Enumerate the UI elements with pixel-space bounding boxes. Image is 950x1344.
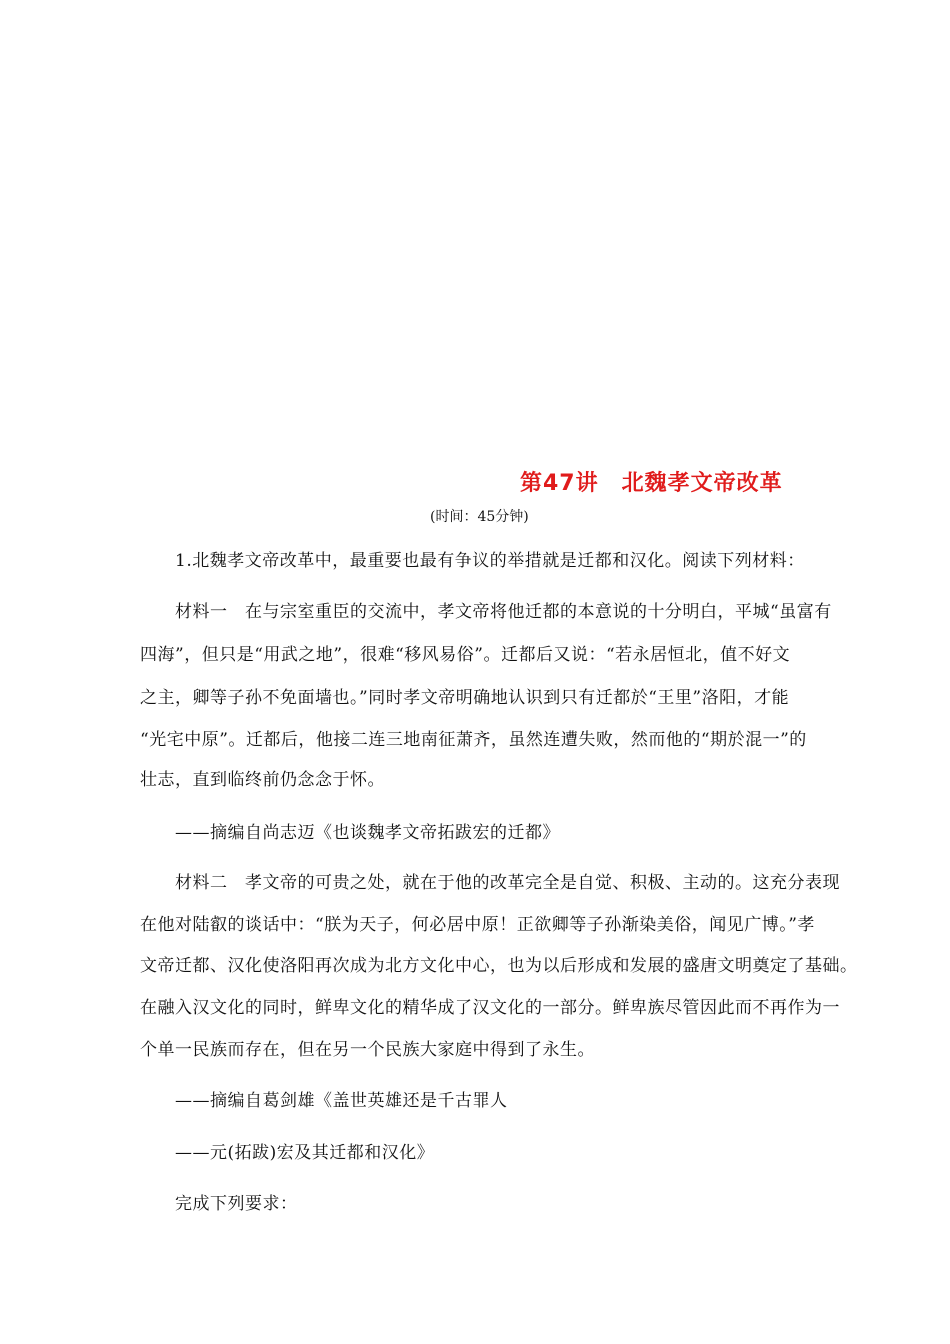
material2-line: 在他对陆叡的谈话中：“朕为天子，何必居中原！正欲卿等子孙渐染美俗，闻见广博。”孝	[140, 915, 815, 935]
material2-line: 文帝迁都、汉化使洛阳再次成为北方文化中心，也为以后形成和发展的盛唐文明奠定了基础。	[140, 956, 858, 976]
instruction: 完成下列要求：	[175, 1194, 298, 1214]
material1-source: ——摘编自尚志迈《也谈魏孝文帝拓跋宏的迁都》	[175, 823, 560, 843]
material1-line: 之主，卿等子孙不免面墙也。”同时孝文帝明确地认识到只有迁都於“王里”洛阳，才能	[140, 688, 790, 708]
question-intro: 1.北魏孝文帝改革中，最重要也最有争议的举措就是迁都和汉化。阅读下列材料：	[175, 551, 805, 571]
material2-source: ——摘编自葛剑雄《盖世英雄还是千古罪人	[175, 1091, 508, 1111]
time-limit: (时间：45分钟)	[430, 509, 529, 525]
material2-line: 在融入汉文化的同时，鲜卑文化的精华成了汉文化的一部分。鲜卑族尽管因此而不再作为一	[140, 998, 840, 1018]
material1-line: 材料一 在与宗室重臣的交流中，孝文帝将他迁都的本意说的十分明白，平城“虽富有	[175, 602, 832, 622]
material2-source-continued: ——元(拓跋)宏及其迁都和汉化》	[175, 1143, 435, 1163]
material1-line: “光宅中原”。迁都后，他接二连三地南征萧齐，虽然连遭失败，然而他的“期於混一”的	[140, 730, 807, 750]
material2-line: 个单一民族而存在，但在另一个民族大家庭中得到了永生。	[140, 1040, 595, 1060]
material1-line: 壮志，直到临终前仍念念于怀。	[140, 770, 385, 790]
material2-line: 材料二 孝文帝的可贵之处，就在于他的改革完全是自觉、积极、主动的。这充分表现	[175, 873, 840, 893]
material1-line: 四海”，但只是“用武之地”，很难“移风易俗”。迁都后又说：“若永居恒北，值不好文	[140, 645, 791, 665]
page-title: 第47讲 北魏孝文帝改革	[520, 471, 783, 496]
